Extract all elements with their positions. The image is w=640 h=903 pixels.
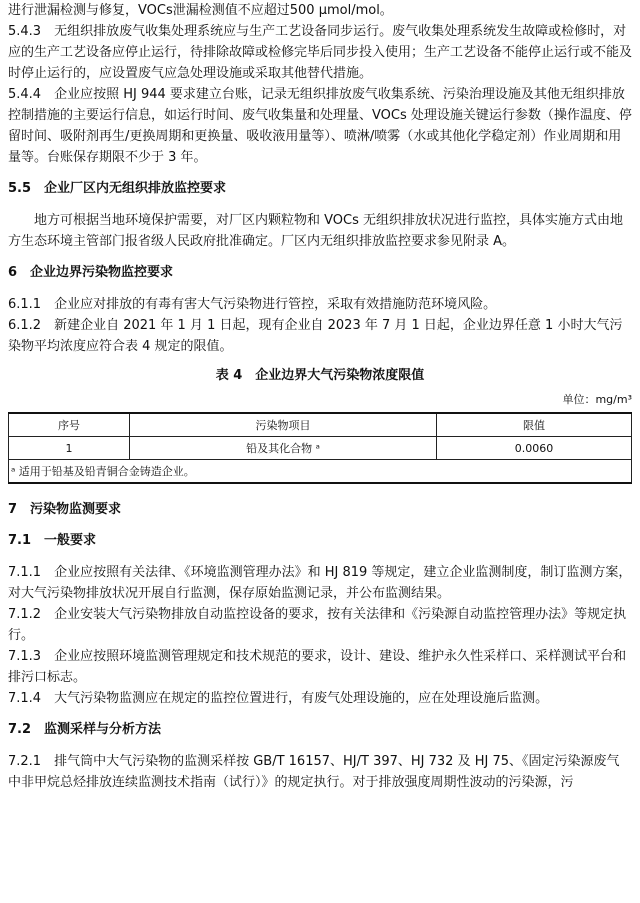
section-heading-7-2: 7.2 监测采样与分析方法	[8, 722, 162, 737]
table-note: ᵃ 适用于铅基及铅青铜合金铸造企业。	[9, 460, 632, 484]
table-row	[9, 437, 632, 460]
section-heading-6: 6 企业边界污染物监控要求	[8, 265, 174, 280]
table-unit: 单位：mg/m³	[562, 393, 632, 406]
paragraph-5-5: 地方可根据当地环境保护需要，对厂区内颗粒物和 VOCs 无组织排放状况进行监控，具体实施方式由地方生态环境主管部门报省级人民政府批准确定。厂区内无组织排放监控要求参见附录 A。	[8, 213, 624, 249]
clause-7-1-1: 7.1.1 企业应按照有关法律、《环境监测管理办法》和 HJ 819 等规定，建立企业监测制度，制订监测方案，对大气污染物排放状况开展自行监测，保存原始监测记录，并公布监测结果。	[8, 565, 632, 601]
clause-6-1-2: 6.1.2 新建企业自 2021 年 1 月 1 日起，现有企业自 2023 年 7 月 1 日起，企业边界任意 1 小时大气污染物平均浓度应符合表 4 规定的限值。	[8, 318, 623, 354]
clause-7-1-4: 7.1.4 大气污染物监测应在规定的监控位置进行，有废气处理设施的，应在处理设施后监测。	[8, 691, 549, 706]
clause-7-1-2: 7.1.2 企业安装大气污染物排放自动监控设备的要求，按有关法律和《污染源自动监控管理办法》等规定执行。	[8, 607, 627, 643]
table-header-row	[9, 413, 632, 437]
document-page	[8, 0, 632, 793]
text-line: 进行泄漏检测与修复，VOCs泄漏检测值不应超过500 μmol/mol。	[8, 3, 393, 18]
section-heading-5-5: 5.5 企业厂区内无组织排放监控要求	[8, 181, 227, 196]
clause-6-1-1: 6.1.1 企业应对排放的有毒有害大气污染物进行管控，采取有效措施防范环境风险。	[8, 297, 497, 312]
table-header-cell: 污染物项目	[130, 413, 437, 437]
clause-5-4-4: 5.4.4 企业应按照 HJ 944 要求建立台账，记录无组织排放废气收集系统、污染治理设施及其他无组织排放控制措施的主要运行信息，如运行时间、废气收集量和处理量、VOCs 处理设施关键运行参数（操作温度、停留时间、吸附剂再生/更换周期和更换量、吸收液用量等）、喷淋/喷雾（水或其他化学稳定剂）作业周期和用量等。台账保存期限不少于 3 年。	[8, 87, 632, 165]
table-cell: 1	[9, 437, 130, 460]
section-heading-7: 7 污染物监测要求	[8, 502, 122, 517]
table-header-cell: 限值	[437, 413, 632, 437]
table-header-cell: 序号	[9, 413, 130, 437]
table-cell: 铅及其化合物 ᵃ	[130, 437, 437, 460]
clause-7-2-1: 7.2.1 排气筒中大气污染物的监测采样按 GB/T 16157、HJ/T 397、HJ 732 及 HJ 75、《固定污染源废气中非甲烷总烃排放连续监测技术指南（试行）》的规定执行。对于排放强度周期性波动的污染源，污	[8, 754, 620, 790]
section-heading-7-1: 7.1 一般要求	[8, 533, 97, 548]
clause-7-1-3: 7.1.3 企业应按照环境监测管理规定和技术规范的要求，设计、建设、维护永久性采样口、采样测试平台和排污口标志。	[8, 649, 627, 685]
clause-5-4-3: 5.4.3 无组织排放废气收集处理系统应与生产工艺设备同步运行。废气收集处理系统发生故障或检修时，对应的生产工艺设备应停止运行，待排除故障或检修完毕后同步投入使用；生产工艺设备不能停止运行或不能及时停止运行的，应设置废气应急处理设施或采取其他替代措施。	[8, 24, 633, 81]
table-cell: 0.0060	[437, 437, 632, 460]
table-title: 表 4 企业边界大气污染物浓度限值	[215, 368, 425, 383]
limits-table	[8, 412, 632, 484]
table-note-row	[9, 460, 632, 484]
